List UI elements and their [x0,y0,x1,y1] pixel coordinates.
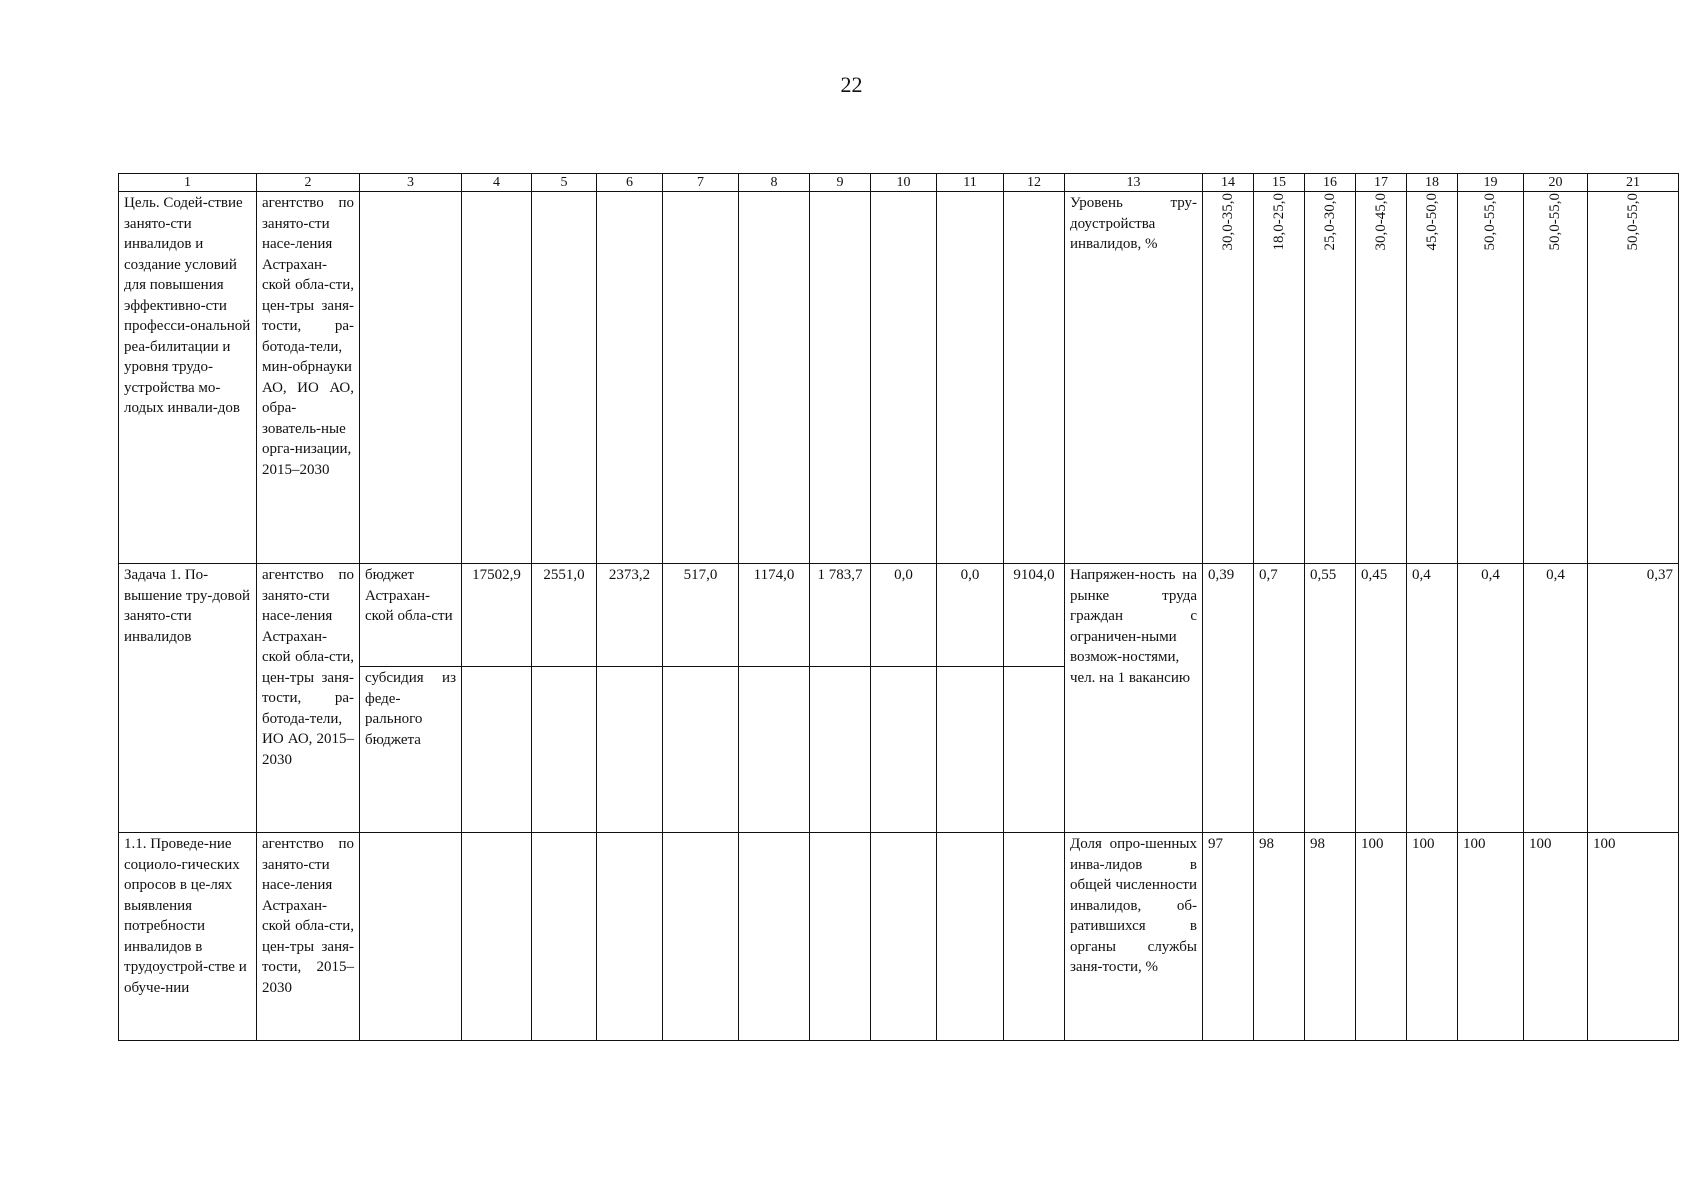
col-header: 14 [1203,174,1254,192]
task1-target-value: 0,39 [1203,564,1254,833]
col-header: 17 [1356,174,1407,192]
finance-value: 17502,9 [462,564,532,667]
empty-cell [739,833,810,1041]
empty-cell [810,192,871,564]
col-header: 9 [810,174,871,192]
goal-indicator: Уровень тру-доустройства инвалидов, % [1065,192,1203,564]
task1-row-budget [119,564,1679,667]
col-header: 12 [1004,174,1065,192]
item11-row [119,833,1679,1041]
empty-cell [871,192,937,564]
col-header: 5 [532,174,597,192]
task1-target-value: 0,4 [1458,564,1524,833]
goal-value: 25,0-30,0 [1321,193,1338,251]
item11-target-value: 100 [1524,833,1588,1041]
col-header: 18 [1407,174,1458,192]
goal-value-cell [1524,192,1588,564]
col-header: 2 [257,174,360,192]
goal-value-cell [1254,192,1305,564]
goal-row [119,192,1679,564]
empty-cell [462,192,532,564]
col-header: 20 [1524,174,1588,192]
col-header: 16 [1305,174,1356,192]
empty-cell [663,667,739,833]
empty-cell [937,667,1004,833]
col-header: 7 [663,174,739,192]
goal-value: 50,0-55,0 [1482,193,1499,251]
task1-executors: агентство по занято-сти насе-ления Астрахан-ской обла-сти, цен-тры заня-тости, ра-ботода-тели, ИО АО, 2015–2030 [257,564,360,833]
item11-target-value: 100 [1458,833,1524,1041]
empty-cell [532,667,597,833]
col-header: 15 [1254,174,1305,192]
goal-value: 50,0-55,0 [1547,193,1564,251]
finance-value: 9104,0 [1004,564,1065,667]
item11-target-value: 98 [1254,833,1305,1041]
task1-target-value: 0,37 [1588,564,1679,833]
task1-title: Задача 1. По-вышение тру-довой занято-сти инвалидов [119,564,257,833]
finance-value: 2373,2 [597,564,663,667]
empty-cell [1004,192,1065,564]
item11-target-value: 98 [1305,833,1356,1041]
empty-cell [597,833,663,1041]
empty-cell [810,833,871,1041]
empty-cell [532,833,597,1041]
empty-cell [597,667,663,833]
col-header: 11 [937,174,1004,192]
goal-value: 45,0-50,0 [1423,193,1440,251]
goal-value-cell [1588,192,1679,564]
empty-cell [739,192,810,564]
col-header: 1 [119,174,257,192]
item11-title: 1.1. Проведе-ние социоло-гических опросов в це-лях выявления потребности инвалидов в трудоустрой-стве и обуче-нии [119,833,257,1041]
task1-target-value: 0,7 [1254,564,1305,833]
item11-target-value: 100 [1407,833,1458,1041]
empty-cell [937,833,1004,1041]
col-header: 3 [360,174,462,192]
finance-value: 1 783,7 [810,564,871,667]
empty-cell [462,667,532,833]
finance-value: 0,0 [871,564,937,667]
goal-value: 30,0-45,0 [1372,193,1389,251]
task1-target-value: 0,4 [1407,564,1458,833]
col-header: 21 [1588,174,1679,192]
empty-cell [360,833,462,1041]
empty-cell [937,192,1004,564]
empty-cell [360,192,462,564]
empty-cell [1004,833,1065,1041]
page-number: 22 [840,72,863,97]
empty-cell [1004,667,1065,833]
empty-cell [597,192,663,564]
col-header: 6 [597,174,663,192]
item11-indicator: Доля опро-шенных инва-лидов в общей численности инвалидов, об-ратившихся в органы службы заня-тости, % [1065,833,1203,1041]
empty-cell [663,192,739,564]
col-header: 4 [462,174,532,192]
finance-value: 2551,0 [532,564,597,667]
goal-title: Цель. Содей-ствие занято-сти инвалидов и создание условий для повышения эффективно-сти професси-ональной реа-билитации и уровня трудо-устройства мо-лодых инвали-дов [119,192,257,564]
col-header: 13 [1065,174,1203,192]
task1-target-value: 0,45 [1356,564,1407,833]
col-header: 10 [871,174,937,192]
goal-value-cell [1305,192,1356,564]
col-header: 19 [1458,174,1524,192]
goal-value-cell [1203,192,1254,564]
task1-indicator: Напряжен-ность на рынке труда граждан с ограничен-ными возмож-ностями, чел. на 1 вакансию [1065,564,1203,833]
goal-executors: агентство по занято-сти насе-ления Астрахан-ской обла-сти, цен-тры заня-тости, ра-ботода-тели, мин-обрнауки АО, ИО АО, обра-зователь-ные орга-низации, 2015–2030 [257,192,360,564]
goal-value: 50,0-55,0 [1624,193,1641,251]
goal-value: 30,0-35,0 [1219,193,1236,251]
empty-cell [871,667,937,833]
goal-value-cell [1356,192,1407,564]
finance-value: 1174,0 [739,564,810,667]
task1-source-regional: бюджет Астрахан-ской обла-сти [360,564,462,667]
empty-cell [532,192,597,564]
task1-target-value: 0,55 [1305,564,1356,833]
empty-cell [462,833,532,1041]
column-number-row [119,174,1679,192]
empty-cell [663,833,739,1041]
finance-value: 517,0 [663,564,739,667]
col-header: 8 [739,174,810,192]
item11-executors: агентство по занято-сти насе-ления Астрахан-ской обла-сти, цен-тры заня-тости, 2015–2030 [257,833,360,1041]
finance-value: 0,0 [937,564,1004,667]
item11-target-value: 100 [1356,833,1407,1041]
goal-value-cell [1407,192,1458,564]
item11-target-value: 97 [1203,833,1254,1041]
goal-value-cell [1458,192,1524,564]
empty-cell [739,667,810,833]
item11-target-value: 100 [1588,833,1679,1041]
task1-source-federal: субсидия из феде-рального бюджета [360,667,462,833]
task1-target-value: 0,4 [1524,564,1588,833]
empty-cell [871,833,937,1041]
program-table [118,173,1679,1041]
goal-value: 18,0-25,0 [1270,193,1287,251]
empty-cell [810,667,871,833]
